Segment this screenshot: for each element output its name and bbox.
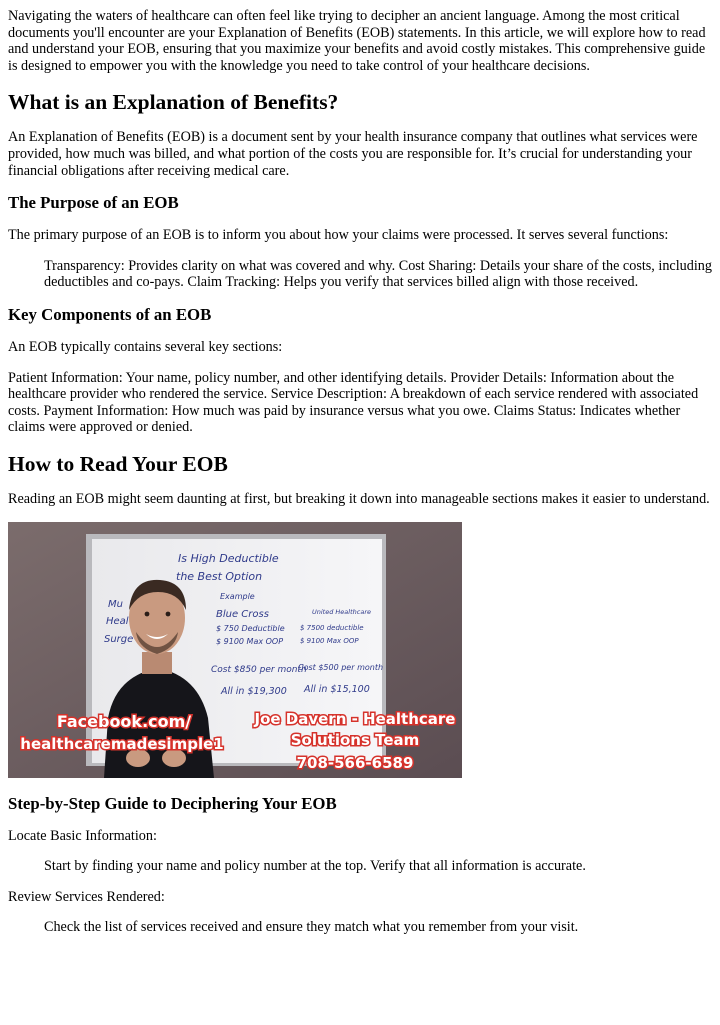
board-side-note-2: Heal [106,615,129,627]
what-is-eob-paragraph: An Explanation of Benefits (EOB) is a document sent by your health insurance company that outlines what services were provided, how much was billed, and what portion of the costs you are responsible for. It’s crucial for understanding your financial obligations after receiving medical care. [8,129,698,179]
article-page [0,8,720,936]
board-left-heading: Blue Cross [216,608,269,620]
purpose-blockquote: Transparency: Provides clarity on what was covered and why. Cost Sharing: Details your share of the costs, including deductibles and co-pays. Claim Tracking: Helps you verify that services billed align with those received. [44,257,712,291]
heading-step-by-step: Step-by-Step Guide to Deciphering Your EOB [8,793,337,813]
board-all-in-left: All in $19,300 [221,685,287,697]
board-left-row-1: $ 750 Deductible [216,623,285,633]
overlay-contact-line-3: 708-566-6589 [296,753,414,772]
purpose-paragraph: The primary purpose of an EOB is to inform you about how your claims were processed. It serves several functions: [8,227,669,244]
overlay-contact-line-1: Joe Davern - Healthcare [254,709,456,728]
heading-purpose: The Purpose of an EOB [8,193,179,213]
overlay-facebook-line-2: healthcaremadesimple1 [20,734,224,753]
how-to-read-paragraph: Reading an EOB might seem daunting at first, but breaking it down into manageable sections makes it easier to understand. [8,490,710,507]
board-side-note-3: Surge [104,633,134,645]
board-right-heading: United Healthcare [312,607,371,616]
video-still-image [8,522,462,778]
board-example-label: Example [220,591,255,601]
step-2-label: Review Services Rendered: [8,888,165,905]
step-1-detail: Start by finding your name and policy number at the top. Verify that all information is accurate. [44,858,586,875]
board-cost-right: Cost $500 per month [298,662,384,672]
heading-what-is-eob: What is an Explanation of Benefits? [8,90,339,115]
board-right-row-1: $ 7500 deductible [300,623,364,632]
overlay-contact-line-2: Solutions Team [290,730,420,749]
board-all-in-right: All in $15,100 [304,683,370,695]
components-paragraph: Patient Information: Your name, policy number, and other identifying details. Provider Details: Information about the healthcare provider who rendered the service. Service Description: A breakdown of each service rendered with associated costs. Payment Information: How much was paid by insurance versus what you owe. Claims Status: Indicates whether claims were approved or denied. [8,369,699,436]
step-1-label: Locate Basic Information: [8,827,157,844]
overlay-facebook-line-1: Facebook.com/ [56,711,192,731]
board-right-row-2: $ 9100 Max OOP [300,636,359,645]
board-left-row-2: $ 9100 Max OOP [216,636,284,646]
board-title-line-2: the Best Option [176,569,263,583]
board-side-note-1: Mu [108,598,123,610]
heading-components: Key Components of an EOB [8,304,212,324]
components-intro: An EOB typically contains several key sections: [8,338,283,355]
heading-how-to-read: How to Read Your EOB [8,451,228,476]
board-cost-left: Cost $850 per month [211,664,307,675]
board-title-line-1: Is High Deductible [178,551,279,565]
intro-paragraph: Navigating the waters of healthcare can often feel like trying to decipher an ancient language. Among the most critical documents you'll encounter are your Explanation of Benefits (EOB) statements. In this article, we will explore how to read and understand your EOB, ensuring that you maximize your benefits and avoid costly mistakes. This comprehensive guide is designed to empower you with the knowledge you need to take control of your healthcare decisions. [8,8,706,74]
step-2-detail: Check the list of services received and ensure they match what you remember from your visit. [44,919,579,936]
